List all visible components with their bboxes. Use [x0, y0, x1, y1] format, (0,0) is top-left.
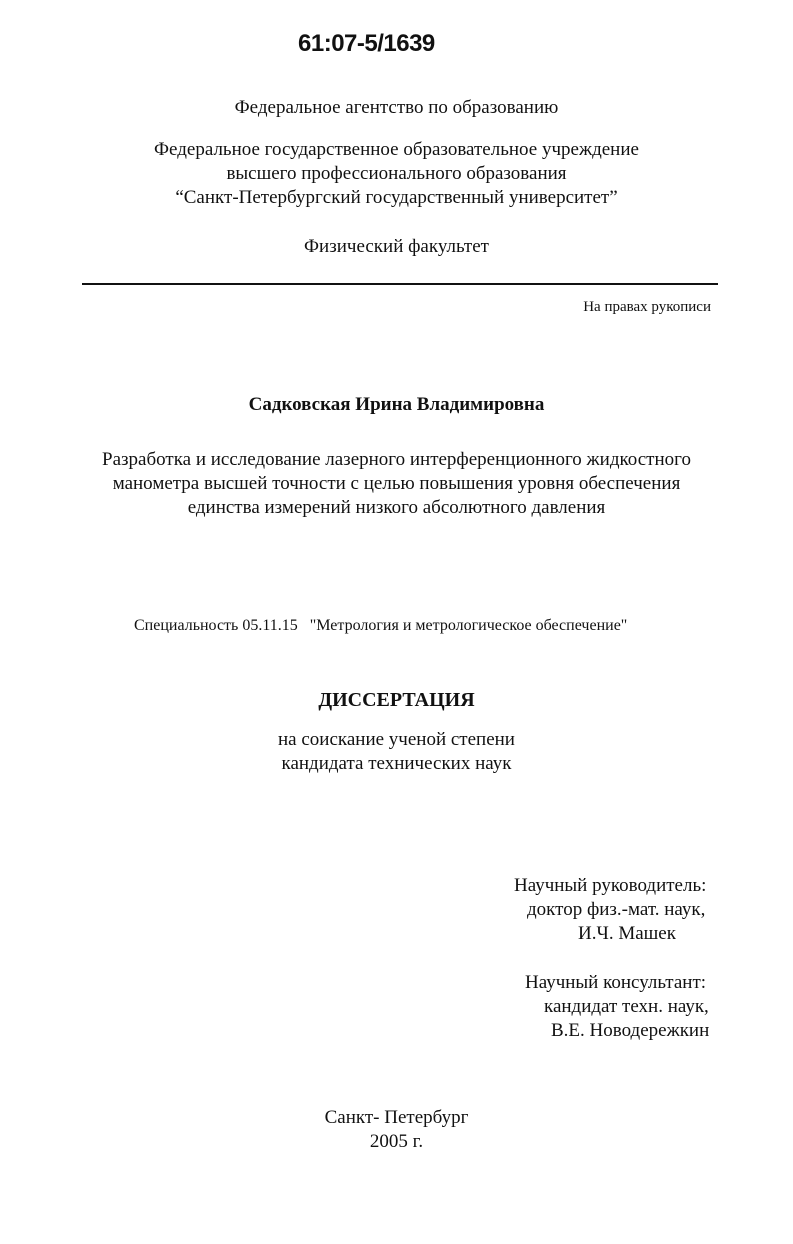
title-line-2: манометра высшей точности с целью повышения уровня обеспечения [112, 473, 681, 494]
faculty-name: Физический факультет [304, 236, 489, 257]
consultant-name: В.Е. Новодережкин [551, 1020, 710, 1041]
specialty-name: "Метрология и метрологическое обеспечение" [309, 617, 628, 634]
specialty-label: Специальность 05.11.15 [134, 617, 298, 634]
title-line-1: Разработка и исследование лазерного интерференционного жидкостного [102, 449, 691, 470]
institution-line-3: “Санкт-Петербургский государственный университет” [175, 187, 618, 208]
consultant-role: Научный консультант: [525, 972, 707, 993]
consultant-degree: кандидат техн. наук, [544, 996, 709, 1017]
institution-line-1: Федеральное государственное образовательное учреждение [154, 139, 639, 160]
header-divider [82, 283, 718, 285]
year: 2005 г. [369, 1131, 424, 1152]
specialty-line [134, 617, 627, 635]
place: Санкт- Петербург [324, 1107, 469, 1128]
institution-line-2: высшего профессионального образования [226, 163, 567, 184]
author-name: Садковская Ирина Владимировна [248, 394, 545, 415]
degree-line-2: кандидата технических наук [281, 753, 512, 774]
supervisor-name: И.Ч. Машек [578, 923, 676, 944]
agency-name: Федеральное агентство по образованию [234, 97, 559, 118]
supervisor-role: Научный руководитель: [514, 875, 707, 896]
archive-code: 61:07-5/1639 [298, 30, 435, 57]
title-line-3: единства измерений низкого абсолютного давления [187, 497, 606, 518]
supervisor-degree: доктор физ.-мат. наук, [527, 899, 706, 920]
work-type: ДИССЕРТАЦИЯ [318, 689, 475, 711]
rights-note: На правах рукописи [583, 299, 711, 315]
degree-line-1: на соискание ученой степени [278, 729, 515, 750]
